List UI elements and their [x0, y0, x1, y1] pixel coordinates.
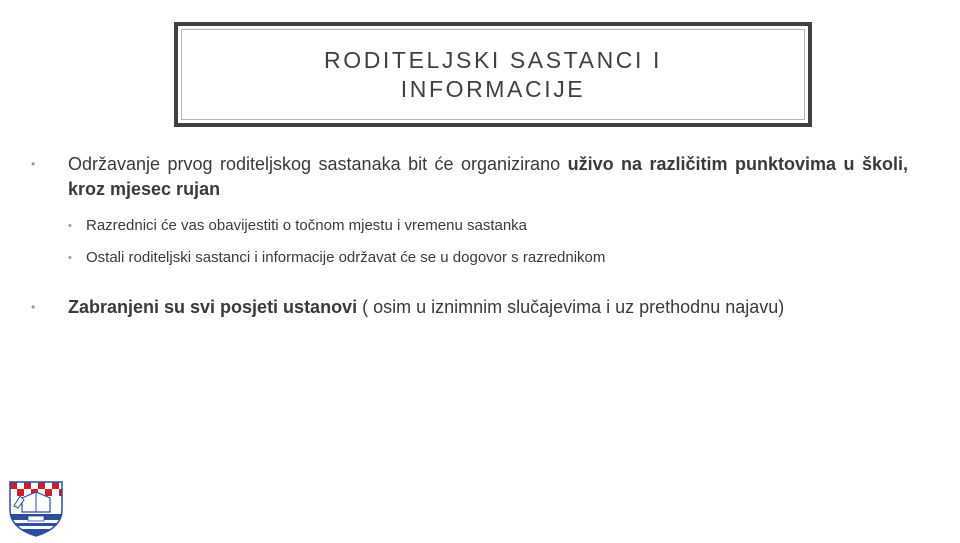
sub-bullet-1-text: Razrednici će vas obavijestiti o točnom mjestu i vremenu sastanka — [86, 217, 528, 234]
slide-content — [28, 152, 908, 320]
bullet-1-text: Održavanje prvog roditeljskog sastanaka bit će organizirano — [68, 154, 568, 174]
sub-bullet-list — [68, 216, 908, 268]
bullet-2-text: ( osim u iznimnim slučajevima i uz prethodnu najavu) — [357, 297, 785, 317]
bullet-1-bold-text: uživo na različitim punktovima u školi, kroz mjesec rujan — [68, 154, 909, 199]
bullet-dot: • — [31, 157, 36, 171]
sub-bullet-2-text: Ostali roditeljski sastanci i informacije održavat će se u dogovor s razrednikom — [86, 249, 606, 266]
sub-bullet-dot: • — [68, 252, 72, 264]
title-box — [174, 22, 812, 127]
sub-bullet-item-1 — [68, 216, 908, 236]
sub-bullet-item-2 — [68, 248, 908, 268]
bullet-dot: • — [31, 300, 36, 314]
bullet-2-bold-text: Zabranjeni su svi posjeti ustanovi — [68, 297, 358, 317]
school-crest-icon — [2, 476, 70, 538]
bullet-item-1 — [28, 152, 908, 202]
slide-title: RODITELJSKI SASTANCI I INFORMACIJE — [324, 46, 662, 102]
bullet-item-2 — [28, 295, 908, 320]
sub-bullet-dot: • — [68, 220, 72, 232]
